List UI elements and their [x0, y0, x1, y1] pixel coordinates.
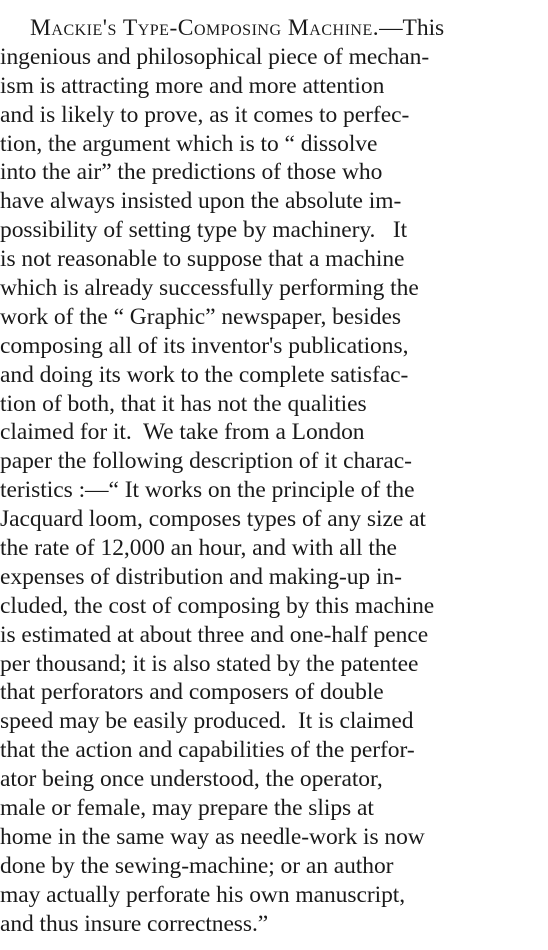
article-line: which is already successfully performing the — [0, 275, 419, 302]
article-line: male or female, may prepare the slips at — [0, 795, 374, 822]
article-line: possibility of setting type by machinery. It — [0, 217, 408, 244]
article-line: work of the “ Graphic” newspaper, besides — [0, 303, 401, 330]
article-line: into the air” the predictions of those who — [0, 159, 383, 186]
article-line: ism is attracting more and more attention — [0, 72, 385, 99]
article-line: is not reasonable to suppose that a machine — [0, 246, 405, 273]
article-line: and is likely to prove, as it comes to perfec- — [0, 101, 410, 128]
article-first-line — [0, 14, 548, 43]
article-line: paper the following description of it charac- — [0, 448, 412, 475]
article-line: the rate of 12,000 an hour, and with all the — [0, 535, 397, 562]
article-line: home in the same way as needle-work is now — [0, 823, 425, 850]
newspaper-article — [0, 14, 548, 950]
article-line: ator being once understood, the operator, — [0, 766, 383, 793]
article-line: Jacquard loom, composes types of any size at — [0, 506, 426, 533]
article-line: claimed for it. We take from a London — [0, 419, 365, 446]
article-title: Mackie's Type-Composing Machine. — [30, 15, 380, 41]
article-line: tion of both, that it has not the qualities — [0, 390, 367, 417]
article-line: done by the sewing-machine; or an author — [0, 852, 394, 879]
article-line: composing all of its inventor's publications, — [0, 332, 409, 359]
article-line: may actually perforate his own manuscript, — [0, 881, 406, 908]
article-line: and thus insure correctness.” — [0, 910, 269, 937]
article-line: per thousand; it is also stated by the patentee — [0, 650, 419, 677]
article-line: tion, the argument which is to “ dissolve — [0, 130, 378, 157]
article-line: ingenious and philosophical piece of mechan- — [0, 43, 430, 70]
article-line: —This — [379, 15, 445, 41]
article-line: expenses of distribution and making-up in- — [0, 563, 402, 590]
article-line: is estimated at about three and one-half pence — [0, 621, 429, 648]
article-line: that perforators and composers of double — [0, 679, 384, 706]
article-line: have always insisted upon the absolute im- — [0, 188, 402, 215]
article-line: speed may be easily produced. It is claimed — [0, 708, 414, 735]
article-line: cluded, the cost of composing by this machine — [0, 592, 435, 619]
article-line: teristics :—“ It works on the principle of the — [0, 477, 415, 504]
article-line: and doing its work to the complete satisfac- — [0, 361, 409, 388]
article-line: that the action and capabilities of the perfor- — [0, 737, 415, 764]
